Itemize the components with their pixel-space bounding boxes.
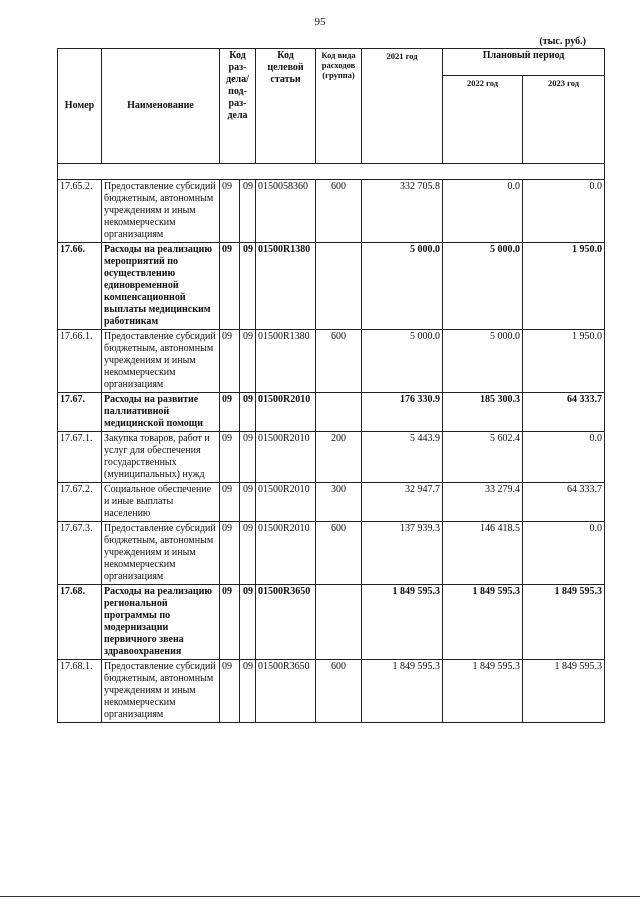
row-2021: 5 000.0 [362,330,443,393]
table-row [58,585,605,660]
row-razdel: 09 [220,393,240,432]
row-target: 01500R3650 [256,660,316,723]
row-2021: 1 849 595.3 [362,660,443,723]
row-number: 17.68. [58,585,102,660]
row-2023: 1 849 595.3 [523,660,605,723]
row-group: 600 [316,180,362,243]
row-group: 300 [316,483,362,522]
table-row [58,483,605,522]
budget-table [57,48,605,723]
row-name: Предоставление субсидий бюджетным, автономным учреждениям и иным некоммерческим организациям [102,330,220,393]
row-name: Предоставление субсидий бюджетным, автономным учреждениям и иным некоммерческим организациям [102,180,220,243]
row-podrazdel: 09 [240,483,256,522]
row-2023: 64 333.7 [523,393,605,432]
row-razdel: 09 [220,243,240,330]
row-podrazdel: 09 [240,660,256,723]
header-razdel: Код раз- дела/ под- раз- дела [220,49,256,164]
row-2023: 0.0 [523,180,605,243]
row-razdel: 09 [220,483,240,522]
row-2023: 64 333.7 [523,483,605,522]
row-2022: 5 000.0 [443,243,523,330]
row-2021: 137 939.3 [362,522,443,585]
row-2021: 5 000.0 [362,243,443,330]
row-name: Предоставление субсидий бюджетным, автономным учреждениям и иным некоммерческим организациям [102,522,220,585]
table-header [58,49,605,164]
row-2023: 1 950.0 [523,330,605,393]
row-2022: 33 279.4 [443,483,523,522]
row-2023: 0.0 [523,522,605,585]
row-group [316,585,362,660]
row-2021: 1 849 595.3 [362,585,443,660]
row-name: Расходы на реализацию региональной программы по модернизации первичного звена здравоохранения [102,585,220,660]
row-target: 01500R2010 [256,432,316,483]
row-2022: 185 300.3 [443,393,523,432]
row-razdel: 09 [220,330,240,393]
row-group: 600 [316,660,362,723]
row-razdel: 09 [220,180,240,243]
row-target: 01500R1380 [256,243,316,330]
units-label: (тыс. руб.) [539,36,586,47]
header-target: Код целевой статьи [256,49,316,164]
row-2023: 0.0 [523,432,605,483]
row-group: 600 [316,330,362,393]
row-name: Предоставление субсидий бюджетным, автономным учреждениям и иным некоммерческим организациям [102,660,220,723]
row-2021: 176 330.9 [362,393,443,432]
row-target: 01500R2010 [256,393,316,432]
row-number: 17.67.2. [58,483,102,522]
table-row [58,432,605,483]
row-podrazdel: 09 [240,522,256,585]
row-target: 01500R1380 [256,330,316,393]
row-name: Закупка товаров, работ и услуг для обеспечения государственных (муниципальных) нужд [102,432,220,483]
table-row [58,180,605,243]
table-row [58,243,605,330]
row-2021: 32 947.7 [362,483,443,522]
row-podrazdel: 09 [240,330,256,393]
row-razdel: 09 [220,660,240,723]
row-target: 0150058360 [256,180,316,243]
row-number: 17.67.1. [58,432,102,483]
row-2021: 5 443.9 [362,432,443,483]
row-podrazdel: 09 [240,432,256,483]
header-number: Номер [58,49,102,164]
table-row [58,330,605,393]
row-razdel: 09 [220,432,240,483]
row-group [316,393,362,432]
row-group: 200 [316,432,362,483]
header-2021: 2021 год [362,49,443,164]
row-razdel: 09 [220,522,240,585]
row-target: 01500R2010 [256,483,316,522]
row-target: 01500R3650 [256,585,316,660]
row-number: 17.66. [58,243,102,330]
row-2022: 5 602.4 [443,432,523,483]
table-row [58,393,605,432]
page-number: 95 [314,16,326,28]
row-razdel: 09 [220,585,240,660]
table-row [58,522,605,585]
row-2021: 332 705.8 [362,180,443,243]
header-2022: 2022 год [443,76,523,164]
row-2023: 1 950.0 [523,243,605,330]
header-plan-period: Плановый период [443,49,605,76]
row-podrazdel: 09 [240,243,256,330]
header-group: Код вида расходов (группа) [316,49,362,164]
row-target: 01500R2010 [256,522,316,585]
row-2022: 1 849 595.3 [443,585,523,660]
header-name: Наименование [102,49,220,164]
row-group [316,243,362,330]
row-podrazdel: 09 [240,393,256,432]
row-number: 17.68.1. [58,660,102,723]
row-2022: 5 000.0 [443,330,523,393]
row-group: 600 [316,522,362,585]
row-2022: 1 849 595.3 [443,660,523,723]
row-number: 17.66.1. [58,330,102,393]
table-row [58,660,605,723]
row-2022: 0.0 [443,180,523,243]
row-podrazdel: 09 [240,585,256,660]
page-bottom-rule [0,896,640,897]
row-number: 17.65.2. [58,180,102,243]
header-2023: 2023 год [523,76,605,164]
row-number: 17.67. [58,393,102,432]
row-number: 17.67.3. [58,522,102,585]
row-2022: 146 418.5 [443,522,523,585]
row-2023: 1 849 595.3 [523,585,605,660]
row-name: Расходы на развитие паллиативной медицинской помощи [102,393,220,432]
row-podrazdel: 09 [240,180,256,243]
row-name: Расходы на реализацию мероприятий по осуществлению единовременной компенсационной выплаты медицинским работникам [102,243,220,330]
row-name: Социальное обеспечение и иные выплаты населению [102,483,220,522]
